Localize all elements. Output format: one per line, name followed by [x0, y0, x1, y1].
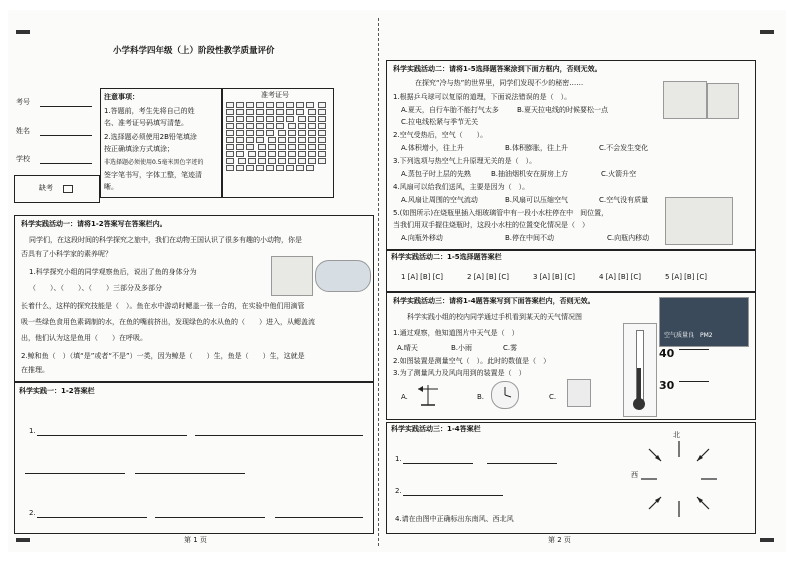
option-b: B.小雨	[451, 344, 473, 352]
question-1: 1.根据乒乓球可以复原的道理，下面说法错误的是（ ）。	[393, 93, 572, 101]
notice-line: 晰。	[104, 183, 118, 191]
answer2-line[interactable]	[275, 517, 363, 518]
zkzh-bubble-grid[interactable]	[225, 101, 331, 171]
scale-tick	[679, 349, 709, 350]
thermometer-icon	[623, 323, 657, 417]
zkzh-label: 准考证号	[261, 91, 289, 99]
notice-box	[100, 88, 222, 198]
exam-sheet	[8, 10, 786, 552]
answer1-box	[14, 382, 374, 534]
phone-weather-screenshot	[659, 297, 749, 347]
option-a: A.	[401, 393, 408, 401]
question-2: 在推理。	[21, 366, 49, 374]
answer2-bubble[interactable]: 4 [A] [B] [C]	[599, 273, 641, 281]
answer3-line[interactable]	[403, 463, 473, 464]
activity3-title: 科学实践活动三：请将1-4题答案写到下面答案栏内，否则无效。	[393, 297, 595, 305]
option-b: B.体积膨胀，往上升	[505, 144, 569, 152]
scan-mark	[16, 30, 30, 34]
option-a: A.向瓶外移动	[401, 234, 443, 242]
question-1: 1.科学探究小组的同学观察鱼后，说出了鱼的身体分为	[29, 268, 197, 276]
option-b: B.	[477, 393, 485, 401]
question-2: 2.鲸和鱼（ ）（填“是”或者“不是”）一类，因为鲸是（ ）生，鱼是（ ）生，这就是	[21, 352, 305, 360]
queka-box	[14, 175, 100, 203]
air-quality-label: 空气质量良 PM2	[664, 332, 713, 339]
scan-mark	[760, 30, 774, 34]
answer2-bubble[interactable]: 2 [A] [B] [C]	[467, 273, 509, 281]
wind-vane-icon	[415, 381, 441, 407]
answer1-line[interactable]	[135, 473, 245, 474]
answer1-n1: 1.	[29, 427, 36, 435]
question-1: 出，他们认为这是鱼用（ ）在呼吸。	[21, 334, 147, 342]
page-fold-line	[378, 18, 379, 546]
activity3-box	[386, 292, 756, 420]
option-b: B.夏天拉电线的时候要松一点	[517, 106, 609, 114]
answer1-line[interactable]	[37, 435, 187, 436]
activity2-box	[386, 60, 756, 250]
question-2: 2.如图装置是测量空气（ ）。此时的数值是（ ）	[393, 357, 551, 365]
option-b: B.停在中间不动	[505, 234, 555, 242]
question-3: 3.为了测量风力及风向用到的装置是（ ）	[393, 369, 526, 377]
answer2-line[interactable]	[155, 517, 265, 518]
option-a: A.风扇让周围的空气流动	[401, 196, 478, 204]
activity3-intro: 科学实践小组的校内同学通过手机看到某天的天气情况图	[407, 313, 582, 321]
page-number-2: 第 2 页	[548, 536, 571, 544]
fish-tank-illustration	[315, 260, 371, 292]
compass-west: 西	[631, 471, 638, 479]
option-c: C.火箭升空	[601, 170, 637, 178]
option-b: B.抽油烟机安在厨房上方	[491, 170, 569, 178]
field-label-name: 姓名	[16, 127, 30, 135]
answer1-n2: 2.	[29, 509, 36, 517]
notice-line: 1.答题前，考生先将自己的姓	[104, 107, 195, 115]
question-2: 2.空气受热后，空气（ ）。	[393, 131, 488, 139]
field-label-kaohao: 考号	[16, 98, 30, 106]
scan-mark	[16, 538, 30, 542]
page-number-1: 第 1 页	[184, 536, 207, 544]
answer3-line[interactable]	[487, 463, 557, 464]
question-1: 吸一些绿色食用色素调制的水，在鱼的嘴前挤出，发现绿色的水从鱼的（ ）进入，从鳃盖流	[21, 318, 315, 326]
girl-illustration	[707, 83, 739, 119]
scale-tick	[679, 381, 709, 382]
notice-line: 按正确填涂方式填涂；	[104, 145, 174, 153]
activity1-intro: 否具有了小科学家的素养呢？	[21, 250, 112, 258]
clock-gauge-icon	[491, 381, 519, 409]
answer3-title: 科学实践活动三：1-4答案栏	[391, 425, 481, 433]
school-line[interactable]	[40, 163, 92, 164]
option-b: B.风扇可以压缩空气	[505, 196, 569, 204]
question-1: （ ）、（ ）、（ ）三部分及多部分	[29, 284, 162, 292]
option-c: C.向瓶内移动	[607, 234, 650, 242]
notice-title: 注意事项：	[104, 93, 139, 101]
answer3-line[interactable]	[403, 495, 503, 496]
activity2-title: 科学实践活动二：请将1-5选择题答案涂到下面方框内，否则无效。	[393, 65, 602, 73]
compass-arrows[interactable]	[637, 437, 721, 521]
answer2-bubble[interactable]: 5 [A] [B] [C]	[665, 273, 707, 281]
zkzh-box	[222, 88, 334, 198]
thermo-scale-30: 30	[659, 379, 675, 392]
option-c: C.拉电线松紧与季节无关	[401, 118, 479, 126]
scan-mark	[760, 538, 774, 542]
students-illustration	[663, 81, 707, 119]
name-line[interactable]	[40, 135, 92, 136]
answer1-line[interactable]	[25, 473, 125, 474]
question-3: 3.下列选项与热空气上升原理无关的是（ ）。	[393, 157, 537, 165]
option-a: A.蒸包子时上层的先熟	[401, 170, 471, 178]
answer1-title: 科学实践一：1-2答案栏	[19, 387, 95, 395]
answer2-line[interactable]	[37, 517, 147, 518]
option-a: A.体积增小，往上升	[401, 144, 464, 152]
question-1: 1.通过观察，他知道图片中天气是（ ）	[393, 329, 519, 337]
answer1-line[interactable]	[195, 435, 363, 436]
option-a: A.夏天，自行车胎不能打气太多	[401, 106, 499, 114]
notice-line: 名、准考证号码填写清楚。	[104, 119, 188, 127]
activity2-intro: 在探究“冷与热”的世界里，同学们发现不少的秘密……	[415, 79, 584, 87]
queka-label: 缺考	[39, 184, 53, 192]
scientist-illustration	[271, 256, 313, 296]
notice-line: 2.选择题必须使用2B铅笔填涂	[104, 133, 197, 141]
option-a: A.晴天	[397, 344, 418, 352]
question-1: 长着什么，这样的探究技能是（ ）。鱼在水中游动时鳃盖一张一合的，在实验中他们用滴管	[21, 302, 305, 310]
compass-north: 北	[673, 431, 680, 439]
option-c: C.空气没有质量	[599, 196, 649, 204]
notice-line: 签字笔书写，字体工整，笔迹清	[104, 171, 202, 179]
answer2-bubble[interactable]: 1 [A] [B] [C]	[401, 273, 443, 281]
flask-experiment-illustration	[665, 197, 733, 245]
activity1-box	[14, 215, 374, 382]
answer2-title: 科学实践活动二：1-5选择题答案栏	[391, 253, 502, 261]
activity1-intro: 同学们，在这段时间的科学探究之旅中，我们在动物王国认识了很多有趣的小动物，你是	[29, 236, 302, 244]
question-5: 当我们用双手握住烧瓶时，这段小水柱的位置变化情况是（ ）	[393, 221, 589, 229]
question-4: 4.风扇可以给我们送风，主要是因为（ ）。	[393, 183, 530, 191]
question-5: 5.(如图所示)在烧瓶里插入细玻璃管中有一段小水柱停在中 间位置，	[393, 209, 609, 217]
answer3-n2: 2.	[395, 487, 402, 495]
page-title: 小学科学四年级（上）阶段性教学质量评价	[113, 46, 275, 56]
activity1-title: 科学实践活动一：请将1-2答案写在答案栏内。	[21, 220, 167, 228]
answer2-box	[386, 250, 756, 292]
notice-line: 非选择题必须使用0.5毫米黑色字迹的	[104, 159, 204, 166]
option-c: C.	[549, 393, 557, 401]
answer3-n3: 4.请在由图中正确标出东南风、西北风	[395, 515, 514, 523]
field-label-school: 学校	[16, 155, 30, 163]
option-c: C.不会发生变化	[599, 144, 649, 152]
thermo-scale-40: 40	[659, 347, 675, 360]
thermometer-box-icon	[567, 379, 591, 407]
answer3-box	[386, 422, 756, 534]
queka-checkbox[interactable]	[63, 185, 73, 193]
answer3-n1: 1.	[395, 455, 402, 463]
kaohao-line[interactable]	[40, 106, 92, 107]
answer2-bubble[interactable]: 3 [A] [B] [C]	[533, 273, 575, 281]
option-c: C.雾	[503, 344, 518, 352]
